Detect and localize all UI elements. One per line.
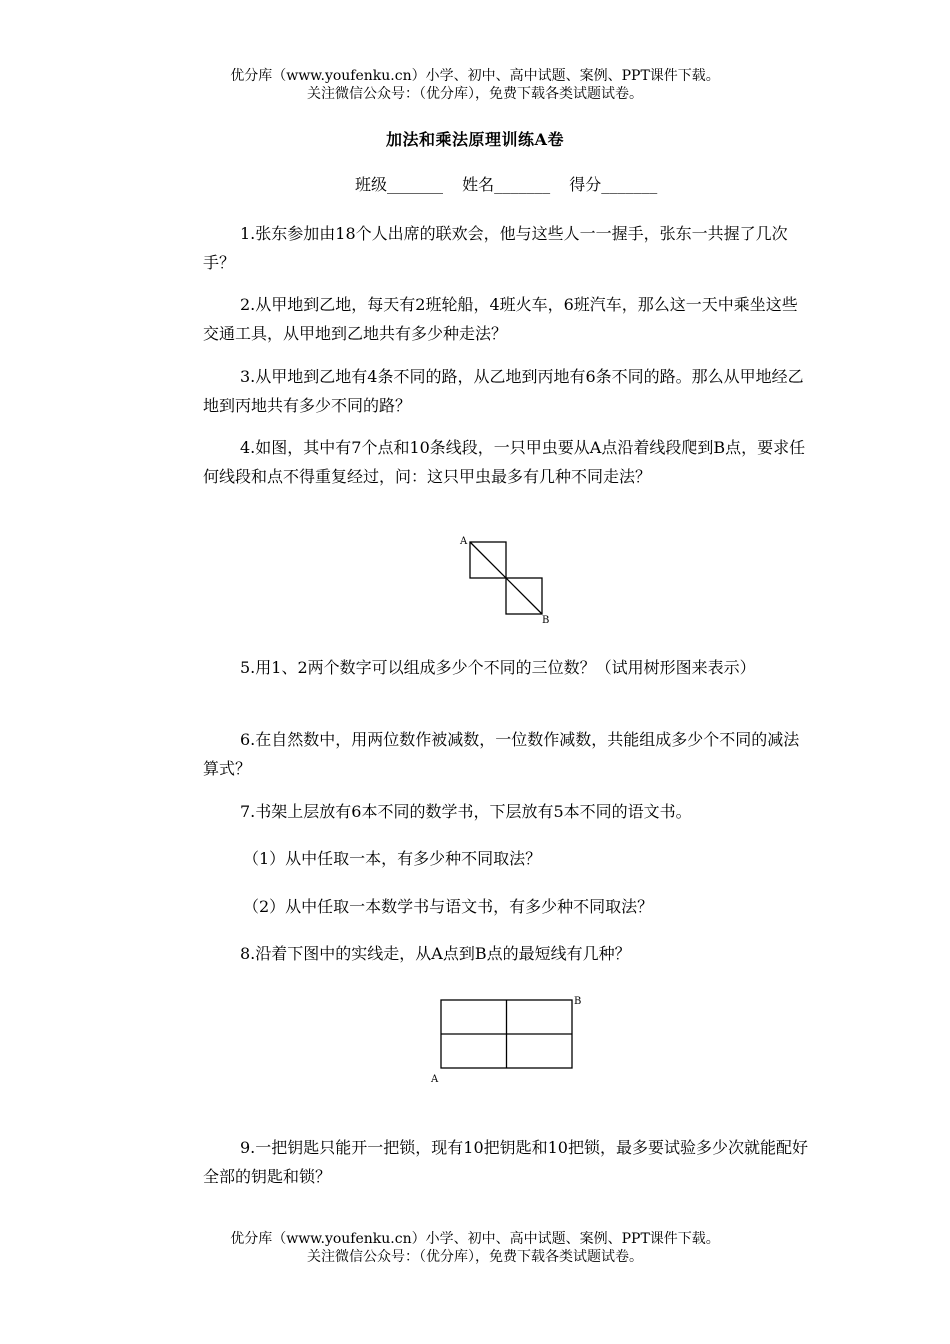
question-8 — [203, 939, 808, 968]
question-8-text: 8.沿着下图中的实线走，从A点到B点的最短线有几种？ — [240, 944, 631, 963]
question-6 — [203, 725, 808, 783]
figure-two-squares — [455, 530, 555, 630]
page-footer — [0, 1230, 950, 1266]
question-5 — [203, 653, 808, 682]
question-7-part-1: （1）从中任取一本，有多少种不同取法？ — [243, 849, 542, 868]
class-field: 班级_______ — [355, 175, 444, 194]
question-4 — [203, 433, 808, 491]
student-fields — [355, 172, 671, 195]
question-9 — [203, 1133, 808, 1191]
question-1 — [203, 219, 808, 277]
question-5-text: 5.用1、2两个数字可以组成多少个不同的三位数？（试用树形图来表示） — [240, 658, 756, 677]
header-line-2: 关注微信公众号：（优分库），免费下载各类试题试卷。 — [307, 86, 643, 102]
page-title: 加法和乘法原理训练A卷 — [386, 130, 564, 149]
name-field: 姓名_______ — [462, 175, 551, 194]
question-7 — [203, 797, 808, 826]
question-7-part-2: （2）从中任取一本数学书与语文书，有多少种不同取法？ — [243, 897, 654, 916]
question-2-text: 2.从甲地到乙地，每天有2班轮船，4班火车，6班汽车，那么这一天中乘坐这些交通工具，从甲地到乙地共有多少种走法？ — [203, 295, 798, 343]
score-field: 得分_______ — [569, 175, 658, 194]
header-line-1: 优分库（www.youfenku.cn）小学、初中、高中试题、案例、PPT课件下载。 — [230, 68, 720, 84]
question-3 — [203, 362, 808, 420]
footer-line-2: 关注微信公众号：（优分库），免费下载各类试题试卷。 — [307, 1249, 643, 1265]
figure-2-label-a: A — [431, 1074, 439, 1085]
question-9-text: 9.一把钥匙只能开一把锁，现有10把钥匙和10把锁，最多要试验多少次就能配好全部的钥匙和锁？ — [203, 1138, 808, 1186]
footer-line-1: 优分库（www.youfenku.cn）小学、初中、高中试题、案例、PPT课件下载。 — [230, 1231, 720, 1247]
question-2 — [203, 290, 808, 348]
question-7-text: 7.书架上层放有6本不同的数学书，下层放有5本不同的语文书。 — [240, 802, 692, 821]
figure-1-label-b: B — [542, 615, 550, 626]
question-1-text: 1.张东参加由18个人出席的联欢会，他与这些人一一握手，张东一共握了几次手？ — [203, 224, 788, 272]
question-4-text: 4.如图，其中有7个点和10条线段，一只甲虫要从A点沿着线段爬到B点，要求任何线段和点不得重复经过，问：这只甲虫最多有几种不同走法？ — [203, 438, 806, 486]
figure-1-label-a: A — [460, 536, 468, 547]
figure-2-label-b: B — [574, 996, 582, 1007]
question-6-text: 6.在自然数中，用两位数作被减数，一位数作减数，共能组成多少个不同的减法算式？ — [203, 730, 800, 778]
page-header — [0, 67, 950, 103]
question-3-text: 3.从甲地到乙地有4条不同的路，从乙地到丙地有6条不同的路。那么从甲地经乙地到丙地共有多少不同的路？ — [203, 367, 804, 415]
figure-grid — [428, 992, 588, 1088]
